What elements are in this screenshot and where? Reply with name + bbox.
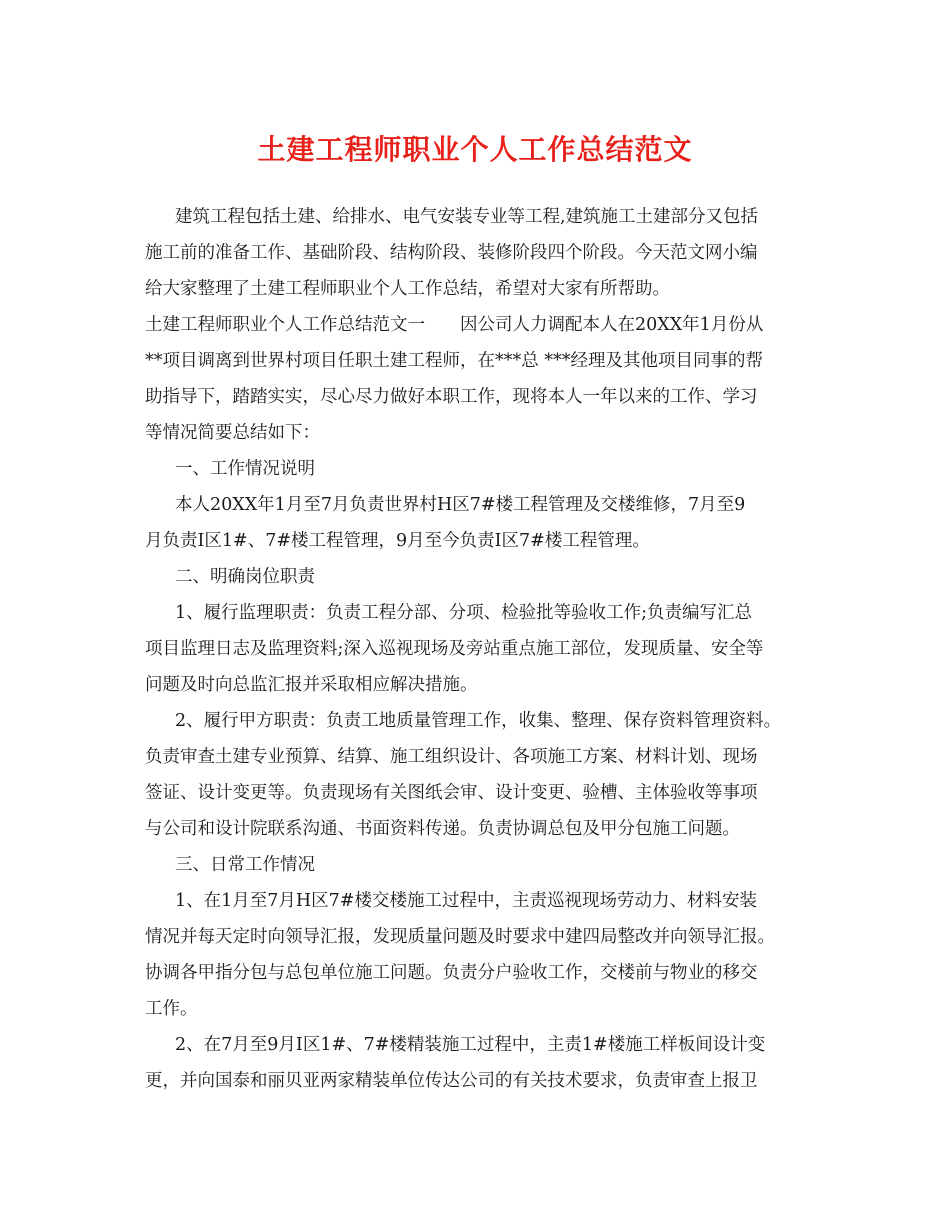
- body-line: 1、履行监理职责：负责工程分部、分项、检验批等验收工作;负责编写汇总: [175, 603, 753, 623]
- body-line: 问题及时向总监汇报并采取相应解决措施。: [145, 675, 478, 695]
- body-line: 本人20XX年1月至7月负责世界村H区7#楼工程管理及交楼维修，7月至9: [175, 495, 746, 515]
- body-line: 工作。: [145, 999, 198, 1019]
- body-line: 签证、设计变更等。负责现场有关图纸会审、设计变更、验槽、主体验收等事项: [145, 783, 758, 803]
- body-line: 一、工作情况说明: [175, 459, 315, 479]
- body-line: 负责审查土建专业预算、结算、施工组织设计、各项施工方案、材料计划、现场: [145, 747, 758, 767]
- document-title: 土建工程师职业个人工作总结范文: [257, 133, 693, 166]
- body-line: 情况并每天定时向领导汇报，发现质量问题及时要求中建四局整改并向领导汇报。: [145, 927, 775, 947]
- body-line: 助指导下，踏踏实实，尽心尽力做好本职工作，现将本人一年以来的工作、学习: [145, 387, 758, 407]
- body-line: 等情况简要总结如下：: [145, 423, 320, 443]
- body-line: **项目调离到世界村项目任职土建工程师，在***总 ***经理及其他项目同事的帮: [145, 351, 764, 371]
- body-line: 与公司和设计院联系沟通、书面资料传递。负责协调总包及甲分包施工问题。: [145, 819, 740, 839]
- body-line: 项目监理日志及监理资料;深入巡视现场及旁站重点施工部位，发现质量、安全等: [145, 639, 764, 659]
- body-line: 给大家整理了土建工程师职业个人工作总结，希望对大家有所帮助。: [145, 279, 670, 299]
- body-line: 1、在1月至7月H区7#楼交楼施工过程中，主责巡视现场劳动力、材料安装: [175, 891, 757, 911]
- body-line: 月负责I区1#、7#楼工程管理，9月至今负责I区7#楼工程管理。: [145, 531, 650, 551]
- body-line: 土建工程师职业个人工作总结范文一 因公司人力调配本人在20XX年1月份从: [145, 315, 764, 335]
- body-line: 三、日常工作情况: [175, 855, 315, 875]
- body-line: 协调各甲指分包与总包单位施工问题。负责分户验收工作，交楼前与物业的移交: [145, 963, 758, 983]
- body-line: 建筑工程包括土建、给排水、电气安装专业等工程,建筑施工土建部分又包括: [175, 207, 759, 227]
- body-line: 更，并向国泰和丽贝亚两家精装单位传达公司的有关技术要求，负责审查上报卫: [145, 1071, 758, 1091]
- document-body: [145, 199, 825, 1099]
- body-line: 2、履行甲方职责：负责工地质量管理工作，收集、整理、保存资料管理资料。: [175, 711, 782, 731]
- body-line: 二、明确岗位职责: [175, 567, 315, 587]
- body-line: 施工前的准备工作、基础阶段、结构阶段、装修阶段四个阶段。今天范文网小编: [145, 243, 758, 263]
- body-line: 2、在7月至9月I区1#、7#楼精装施工过程中，主责1#楼施工样板间设计变: [175, 1035, 766, 1055]
